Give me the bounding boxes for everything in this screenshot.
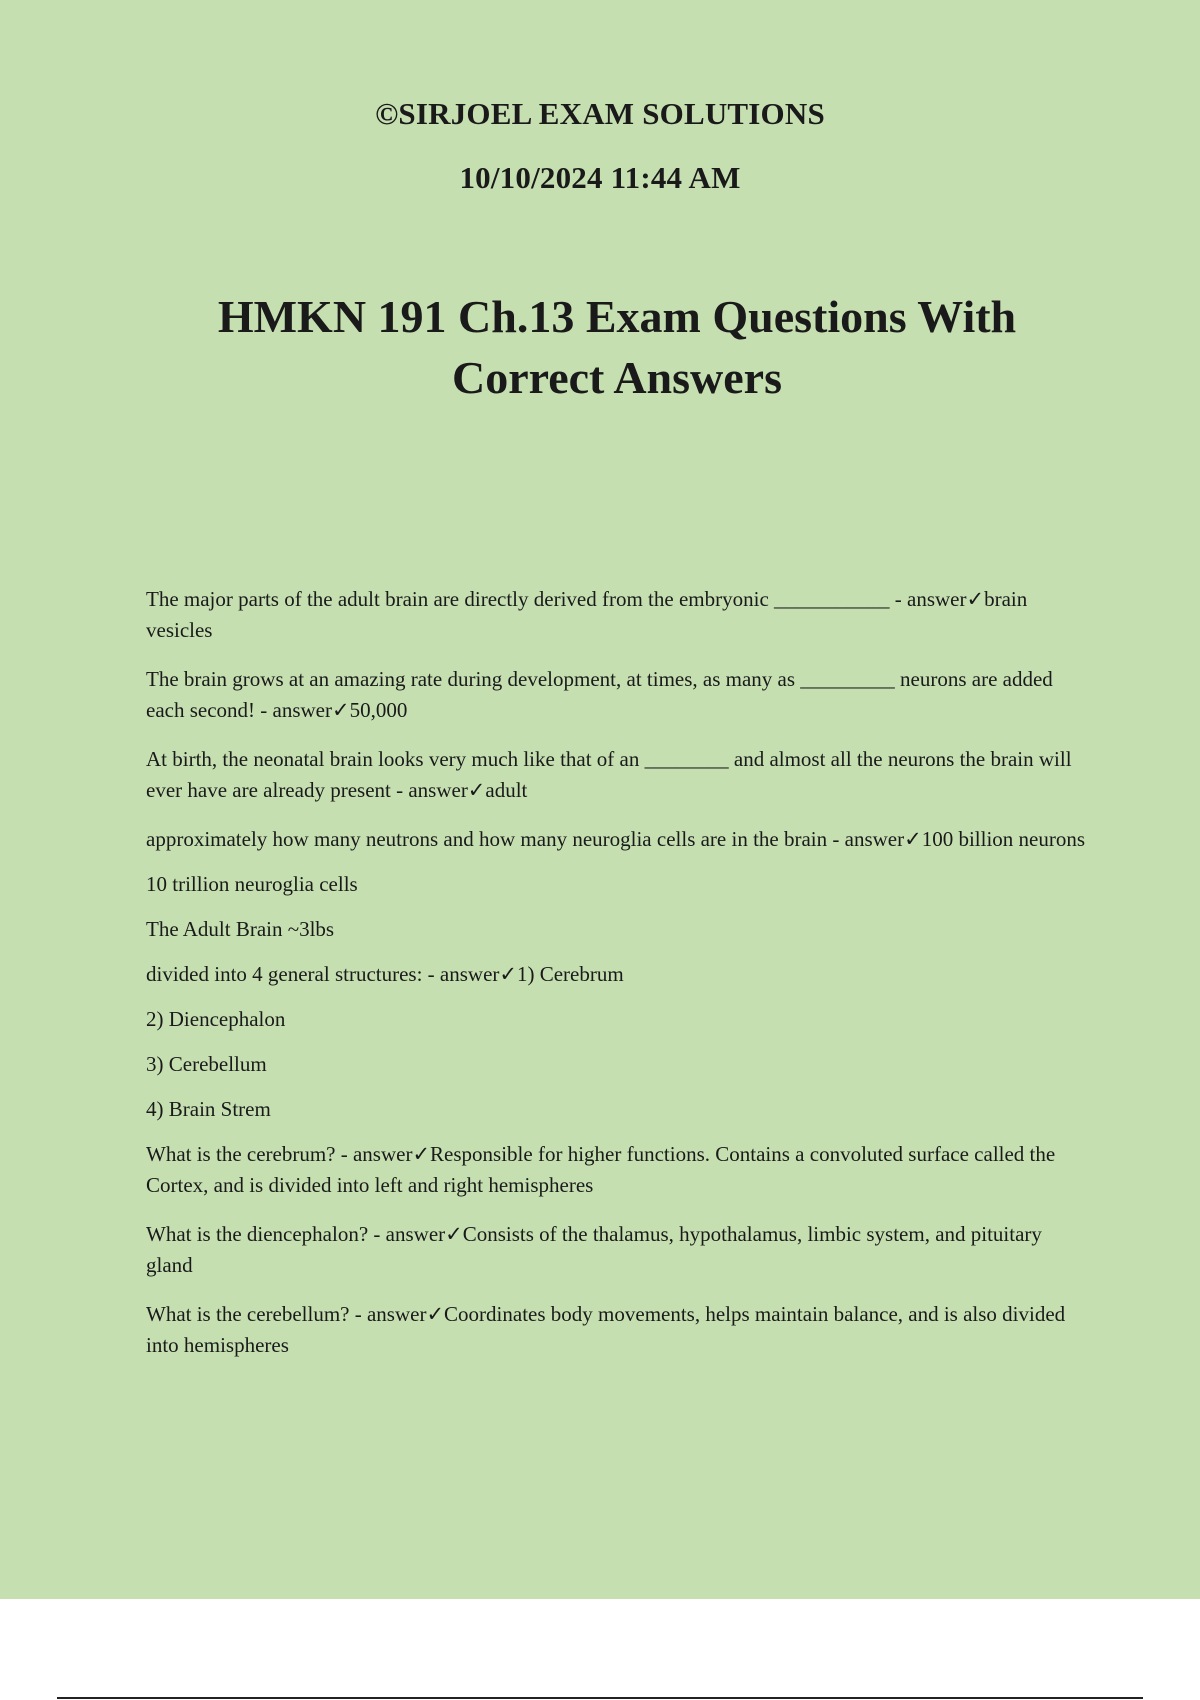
list-item: 4) Brain Strem [146,1097,271,1121]
document-title: HMKN 191 Ch.13 Exam Questions With Correct Answers [217,291,1017,403]
header-brand: ©SIRJOEL EXAM SOLUTIONS [375,96,825,131]
qa-list [146,584,1091,1361]
list-item: divided into 4 general structures: - answer✓1) Cerebrum [146,962,624,986]
list-item: 10 trillion neuroglia cells [146,872,358,896]
list-item: The brain grows at an amazing rate during development, at times, as many as _________ neurons are added each second! - answer✓50,000 [146,667,1059,722]
list-item: approximately how many neutrons and how many neuroglia cells are in the brain - answer✓100 billion neurons [146,827,1086,851]
list-item: What is the diencephalon? - answer✓Consists of the thalamus, hypothalamus, limbic system, and pituitary gland [146,1222,1048,1277]
footer-divider [57,1697,1143,1699]
list-item: The Adult Brain ~3lbs [146,917,335,941]
list-item: The major parts of the adult brain are directly derived from the embryonic ___________ - answer✓brain vesicles [146,587,1033,642]
list-item: What is the cerebrum? - answer✓Responsible for higher functions. Contains a convoluted surface called the Cortex, and is divided into left and right hemispheres [146,1142,1061,1197]
list-item: 2) Diencephalon [146,1007,286,1031]
header-datetime: 10/10/2024 11:44 AM [459,160,741,195]
list-item: At birth, the neonatal brain looks very much like that of an ________ and almost all the neurons the brain will ever have are already present - answer✓adult [146,747,1077,802]
list-item: 3) Cerebellum [146,1052,267,1076]
list-item: What is the cerebellum? - answer✓Coordinates body movements, helps maintain balance, and is also divided into hemispheres [146,1302,1071,1357]
